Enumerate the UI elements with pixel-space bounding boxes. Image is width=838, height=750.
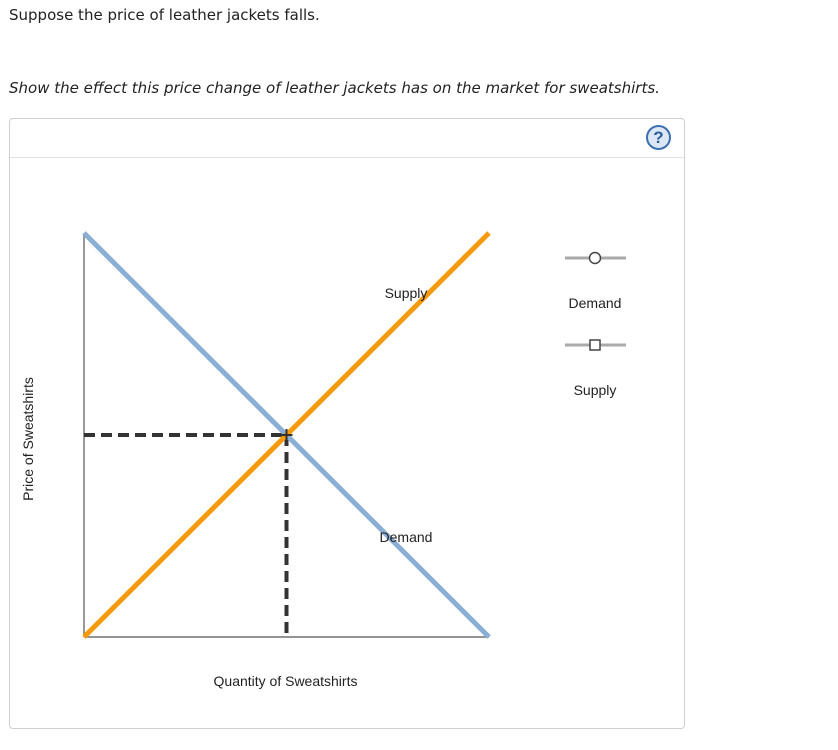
x-axis-label: Quantity of Sweatshirts <box>213 673 358 689</box>
square-marker-icon <box>590 340 600 350</box>
demand-tool-label: Demand <box>568 295 622 311</box>
supply-curve-label: Supply <box>384 285 428 301</box>
circle-marker-icon <box>590 253 601 264</box>
help-icon[interactable]: ? <box>646 125 671 150</box>
question-text: Suppose the price of leather jackets falls. <box>9 6 320 24</box>
instruction-text: Show the effect this price change of leather jackets has on the market for sweatshirts. <box>9 79 660 97</box>
demand-curve-label: Demand <box>379 529 433 545</box>
panel-header <box>10 119 684 158</box>
supply-tool-label: Supply <box>573 382 617 398</box>
y-axis-label: Price of Sweatshirts <box>20 377 36 501</box>
graph-panel <box>9 118 685 729</box>
